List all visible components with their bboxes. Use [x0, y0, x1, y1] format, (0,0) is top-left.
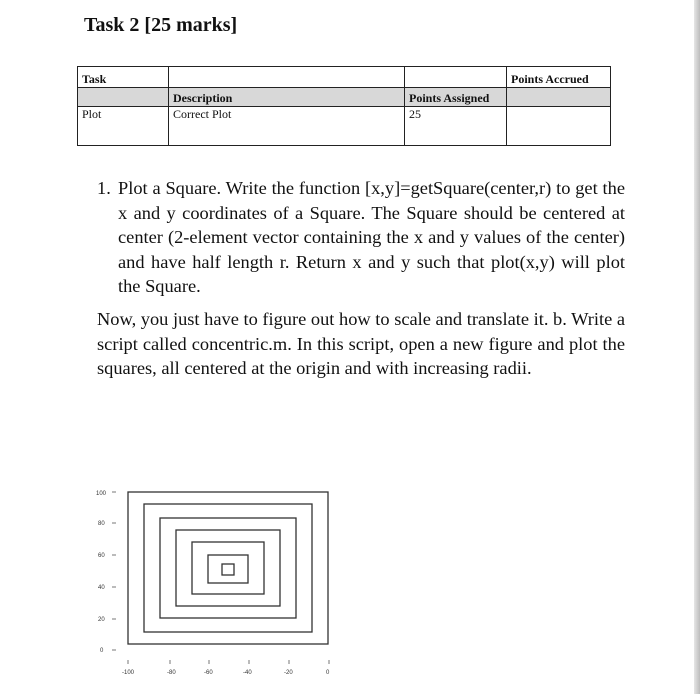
square-7	[222, 564, 234, 575]
x-tick-label: -80	[167, 670, 176, 676]
cell-points-accrued	[507, 107, 611, 146]
cell-task: Plot	[78, 107, 169, 146]
square-1	[128, 492, 328, 644]
subheader-blank-accrued	[507, 88, 611, 107]
question-1-text: Plot a Square. Write the function [x,y]=getSquare(center,r) to get the x and y coordinates of a Square. The Square should be centered at center (2-element vector containing the x and y values of the center) and have half length r. Return x and y such that plot(x,y) will plot the Square.	[118, 178, 625, 296]
y-tick-label: 60	[98, 553, 105, 559]
concentric-squares-figure	[88, 480, 348, 685]
square-3	[160, 518, 296, 618]
y-tick-label: 20	[98, 617, 105, 623]
cell-description: Correct Plot	[169, 107, 405, 146]
question-2-text: Now, you just have to figure out how to scale and translate it. b. Write a script called concentric.m. In this script, open a new figure and plot the squares, all centered at the origin and with increasing radii.	[97, 309, 625, 378]
y-tick-label: 40	[98, 585, 105, 591]
y-tick-label: 0	[100, 648, 104, 654]
x-tick-label: -20	[284, 670, 293, 676]
page-edge-shadow	[694, 0, 700, 694]
question-1	[97, 176, 625, 299]
table-row	[78, 107, 611, 146]
header-task: Task	[78, 67, 169, 88]
x-axis-ticks	[122, 670, 330, 676]
square-6	[208, 555, 248, 583]
square-2	[144, 504, 312, 632]
square-5	[192, 542, 264, 594]
y-axis-ticks	[96, 491, 107, 654]
header-points-assigned: Points Assigned	[405, 88, 507, 107]
x-tick-label: -60	[204, 670, 213, 676]
x-tick-label: -40	[243, 670, 252, 676]
x-tick-label: -100	[122, 670, 135, 676]
table-header-row	[78, 67, 611, 88]
x-tick-label: 0	[326, 670, 330, 676]
header-description: Description	[169, 88, 405, 107]
squares-group	[128, 492, 328, 644]
table-subheader-row	[78, 88, 611, 107]
marks-table	[77, 66, 611, 146]
task-title: Task 2 [25 marks]	[84, 14, 238, 36]
header-blank-desc	[169, 67, 405, 88]
cell-points-assigned: 25	[405, 107, 507, 146]
header-points-accrued: Points Accrued	[507, 67, 611, 88]
subheader-blank-task	[78, 88, 169, 107]
y-tick-label: 80	[98, 521, 105, 527]
question-1-number: 1.	[97, 178, 111, 198]
header-blank-assigned	[405, 67, 507, 88]
y-tick-label: 100	[96, 491, 107, 497]
